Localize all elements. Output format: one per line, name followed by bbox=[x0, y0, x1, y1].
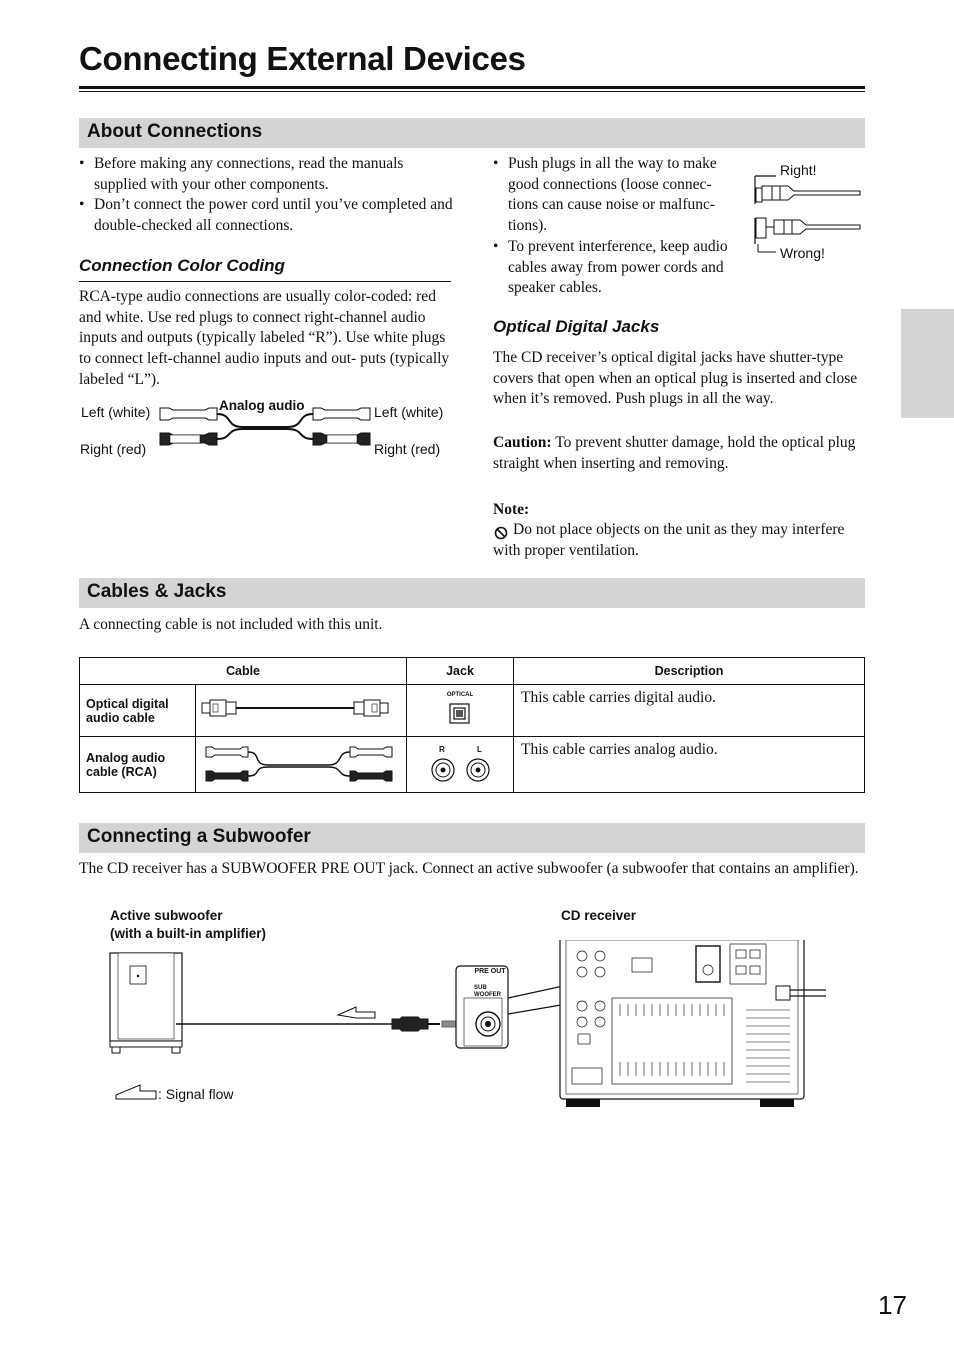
title-rule bbox=[79, 86, 865, 89]
cable-description: This cable carries analog audio. bbox=[514, 737, 865, 793]
wrong-label: Wrong! bbox=[780, 245, 825, 261]
side-tab bbox=[901, 309, 954, 418]
cable-name: Optical digital audio cable bbox=[80, 685, 196, 737]
cd-receiver-label: CD receiver bbox=[561, 908, 637, 923]
cable-description: This cable carries digital audio. bbox=[514, 685, 865, 737]
table-row bbox=[80, 737, 865, 793]
rca-cable-cell bbox=[196, 737, 407, 793]
optical-jack-icon bbox=[448, 702, 472, 726]
active-subwoofer-label: Active subwoofer bbox=[110, 908, 223, 923]
page-number: 17 bbox=[878, 1290, 907, 1320]
cables-intro: A connecting cable is not included with this unit. bbox=[79, 616, 383, 633]
subhead-rule bbox=[79, 281, 451, 282]
optical-cable-icon bbox=[196, 685, 404, 731]
note-text: Do not place objects on the unit as they may interfere with proper ventilation. bbox=[493, 521, 845, 559]
caution-label: Caution: bbox=[493, 434, 552, 451]
cables-table bbox=[79, 657, 865, 793]
jack-r-label: R bbox=[439, 745, 445, 754]
optical-jack-label: OPTICAL bbox=[446, 692, 474, 698]
section-bar-about bbox=[79, 118, 865, 148]
left-red-label: Right (red) bbox=[80, 441, 147, 457]
section-heading-subwoofer: Connecting a Subwoofer bbox=[87, 826, 311, 847]
optical-text: The CD receiver’s optical digital jacks have shutter-type covers that open when an optical plug is inserted and close when it’s removed. Push plugs in all the way. bbox=[493, 349, 858, 408]
right-label: Right! bbox=[780, 162, 817, 178]
subwoofer-text: The CD receiver has a SUBWOOFER PRE OUT jack. Connect an active subwoofer (a subwoofer that contains an amplifier). bbox=[79, 860, 859, 877]
pre-out-label: PRE OUT bbox=[474, 968, 506, 975]
rca-jack-cell bbox=[407, 737, 514, 793]
woofer-label: WOOFER bbox=[474, 992, 501, 998]
color-coding-text: RCA-type audio connections are usually color-coded: red and white. Use red plugs to connect right-channel audio inputs and outputs (typically labeled “R”). Use white plugs to connect left-channel audio inputs and out- puts (typically labeled “L”). bbox=[79, 288, 450, 388]
caution-text: To prevent shutter damage, hold the optical plug straight when inserting and removing. bbox=[493, 434, 856, 472]
color-coding-heading: Connection Color Coding bbox=[79, 256, 285, 275]
table-header-row bbox=[80, 658, 865, 685]
jack-l-label: L bbox=[477, 745, 482, 754]
page-title: Connecting External Devices bbox=[79, 40, 526, 77]
section-heading-cables: Cables & Jacks bbox=[87, 581, 227, 602]
rca-cable-icon bbox=[196, 738, 404, 786]
active-subwoofer-label-2: (with a built-in amplifier) bbox=[110, 926, 266, 941]
about-bullets-left bbox=[79, 154, 459, 237]
title-rule-thin bbox=[79, 91, 865, 92]
bullet-item: • Don’t connect the power cord until you’ve completed and double-checked all connections. bbox=[79, 195, 459, 236]
signal-flow-legend: : Signal flow bbox=[158, 1086, 234, 1102]
section-bar-subwoofer bbox=[79, 823, 865, 853]
column-header-jack: Jack bbox=[407, 658, 514, 685]
table-row bbox=[80, 685, 865, 737]
section-heading-about: About Connections bbox=[87, 121, 263, 142]
column-header-description: Description bbox=[514, 658, 865, 685]
prohibited-icon bbox=[494, 526, 508, 540]
note-label: Note: bbox=[493, 501, 530, 518]
optical-heading: Optical Digital Jacks bbox=[493, 317, 660, 336]
about-bullets-right bbox=[493, 154, 738, 299]
rca-jacks-icon bbox=[407, 737, 511, 787]
right-red-label: Right (red) bbox=[374, 441, 441, 457]
caution-paragraph bbox=[493, 433, 865, 474]
cable-name: Analog audio cable (RCA) bbox=[80, 737, 196, 793]
analog-audio-label: Analog audio bbox=[219, 398, 305, 413]
optical-cable-cell bbox=[196, 685, 407, 737]
left-white-label: Left (white) bbox=[81, 404, 151, 420]
bullet-item: • Before making any connections, read the manuals supplied with your other components. bbox=[79, 154, 459, 195]
bullet-item: • To prevent interference, keep audio cables away from power cords and speaker cables. bbox=[493, 237, 738, 299]
column-header-cable: Cable bbox=[80, 658, 407, 685]
optical-jack-cell bbox=[407, 685, 514, 737]
right-white-label: Left (white) bbox=[374, 404, 444, 420]
bullet-item: • Push plugs in all the way to make good connections (loose connec- tions can cause noise or malfunc- tions). bbox=[493, 154, 738, 237]
sub-label: SUB bbox=[474, 985, 487, 991]
section-bar-cables bbox=[79, 578, 865, 608]
